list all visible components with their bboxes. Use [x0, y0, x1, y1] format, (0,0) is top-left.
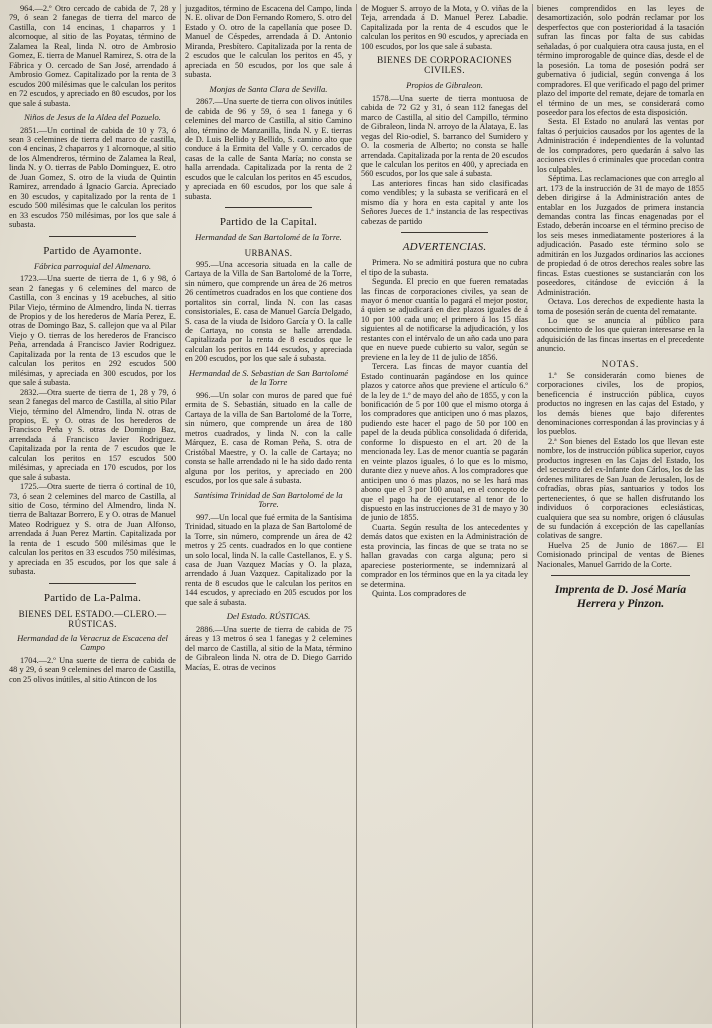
entry-2832: 2832.—Otra suerte de tierra de 1, 28 y 79, ó sean 2 fanegas del marco de Castilla, al sitio Pilar Viejo, término del Almendro, linda N. otras de propios, E. y O. otras de los herederos de Francisco Peña y S. otras de Domingo Baz, arrendada á Francisco Javier Rodriguez. Capitalizada por la renta de 7 escudos que le calculan los peritos en 157 escudos 500 milésimas, y apreciada en 170 escudos, por los que sale á subasta. — [9, 387, 176, 482]
divider — [49, 236, 136, 237]
public-announcement: Lo que se anuncia al público para conocimiento de los que quieran interesarse en la adquisición de las fincas insertas en el precedente anuncio. — [537, 315, 704, 354]
entry-1704: 1704.—2.º Una suerte de tierra de cabida de 48 y 29, ó sean 9 celemines del marco de Castilla, con 25 olivos inútiles, al sitio Atincon de los — [9, 655, 176, 684]
advertencia-segunda: Segunda. El precio en que fueren rematadas las fincas de corporaciones civiles, ya sean de mayor ó menor cuantía lo pagará el mejor postor, á quien se adjudicará en diez plazos iguales de á 10 por 100 cada uno; el primero á los 15 días siguientes al de notificarse la adjudicación, y los restantes con el intérvalo de un año cada uno para que en nueve puede cubierto su valor, según se previene en la ley de 11 de julio de 1856. — [361, 277, 528, 362]
column-3 — [356, 4, 532, 1028]
printer-imprint: Imprenta de D. José María Herrera y Pinzon. — [554, 582, 687, 611]
nota-1: 1.ª Se considerarán como bienes de corporaciones civiles, los de propios, beneficencia é instrucción pública, cuyos productos no ingresen en las cajas del Estado, y los demás bienes que bajo diferentes denominaciones correspondan á las provincias y á los pueblos. — [537, 370, 704, 437]
entry-997: 997.—Un local que fué ermita de la Santísima Trinidad, situado en la plaza de San Bartolomé de la Torre, sin número, comprende un área de 42 metros y 25 cents. cuadrados en lo que contiene un solo local, linda N. la calle Castellanos, E. y S. casa de Juan Vazquez Macías y O. la plaza, arrendado á Juan Vazquez. Capitalizado por la renta de 8 escudos que le calculan los peritos en 144 escudos, y apreciado en 205 escudos por los que sale á subasta. — [185, 512, 352, 607]
nota-2: 2.ª Son bienes del Estado los que llevan este nombre, los de instrucción pública superior, cuyos productos ingresen en las Cajas del Estado, los del secuestro del ex-Infante don Cárlos, los de las órdenes militares de San Juan de Jerusalen, los de cofradías, obras pías, santuarios y todos los pertenecientes, ó que se hallen disfrutando los individuos ó corporaciones eclesiásticas, cualquiera que sea su nombre, origen ó cláusulas de su fundación á excepción de las capellanías colativas de sangre. — [537, 436, 704, 541]
advertencia-tercera: Tercera. Las fincas de mayor cuantía del Estado continuarán pagándose en los quince plazos y catorce años que previene el artículo 6.º de la ley de 1.º de mayo del año de 1855, y con la bonificación de 5 por 100 que el mismo otorga á los compradores que anticipen uno ó mas plazos, pudiendo este hacer el pago de 50 por 100 en papel de la deuda pública consolidada ó diferida, conforme lo dispuesto en el art. 20 de la mencionada ley. Las de menor cuantía se pagarán en veinte plazos iguales, ó lo que es lo mismo, durante diez y nueve años. A los compradores que anticipen uno ó mas plazos, no se les hará mas abono que el 3 por 100 anual, en el concepto de que el pago ha de ejecutarse al tenor de lo dispuesto en las instrucciones de 31 de mayo y 30 de junio de 1855. — [361, 362, 528, 523]
heading-santisima-trinidad: Santísima Trinidad de San Bartolomé de la Torre. — [194, 489, 343, 510]
advertencia-septima: Séptima. Las reclamaciones que con arreglo al art. 173 de la instrucción de 31 de mayo de 1855 deben dirigirse á la Administración antes de entablar en los Juzgados de primera instancia demandas contra las fincas enagenadas por el Estado, deberán incoarse en el término preciso de los seis meses inmediatamente posteriores á la adjudicación. Pasado este término solo se admitirán en los Juzgados ordinarios las acciones de propiedad ó de otros derechos reales sobre las fincas. Estas cuestiones se sustanciarán con los poseedores, citándose de evicción á la Administración. — [537, 174, 704, 297]
entry-1723: 1723.—Una suerte de tierra de 1, 6 y 98, ó sean 2 fanegas y 6 celemines del marco de Castilla, con 3 encinas y 19 acebuches, al sitio Pilar Viejo, término de Almendro, linda N. tierras de Propios y de los herederos de María Perez, E. otras de Domingo Baz, S. callejon que va al Pilar Viejo y O. tierras de los herederos de Francisco Peña, arrendada á Francisco Javier Rodriguez. Capitalizada por la renta de 13 escudos que le calculan los peritos en 292 escudos 500 milésimas, y apreciada en 300 escudos, por los que sale á subasta. — [9, 274, 176, 388]
columns — [5, 4, 708, 1028]
divider — [225, 207, 312, 208]
divider — [401, 232, 488, 233]
advertencia-sesta: Sesta. El Estado no anulará las ventas por faltas ó perjuicios causados por los agentes de la Administración é independientes de la voluntad de los compradores, pero quedarán á salvo las acciones civiles ó criminales que procedan contra los culpables. — [537, 117, 704, 174]
entry-2886-continued: de Moguer S. arroyo de la Mota, y O. viñas de la Teja, arrendada á D. Manuel Perez Labadie. Capitalizada por la renta de 4 escudos que le calculan los peritos en 90 escudos, y apreciada en 100 escudos, por los que sale á subasta. — [361, 4, 528, 51]
advertencia-primera: Primera. No se admitirá postura que no cubra el tipo de la subasta. — [361, 258, 528, 277]
advertencia-quinta: Quinta. Los compradores de — [372, 589, 467, 599]
divider — [551, 575, 690, 576]
advertencia-quinta-continued: bienes comprendidos en las leyes de desamortización, solo podrán reclamar por los desperfectos que con posterioridad á la tasación sufran las fincas por falta de sus cabidas señaladas, ó por cualquiera otra causa justa, en el término improrogable de quince días, desde el de la posesión. La toma de posesión podrá ser gubernativa ó judicial, según convenga á los compradores. El que verificado el pago del primer plazo del importe del remate, dejare de tomarla en el término de un mes, se considerará como poseedor para los efectos de esta disposición. — [537, 4, 704, 117]
entry-996: 996.—Un solar con muros de pared que fué ermita de S. Sebastián, situado en la calle de Cartaya de la villa de San Bartolomé de la Torre, sin número, que comprende un área de 180 metros cuadrados, y linda N. con la calle Márquez, E. casa de Roman Peña, S. otra de Cristóbal Maestre, y O. la calle de Cartaya; no consta se halle arrendado ni le ha sido dado renta alguna por los peritos, y apreciado en 200 escudos, por los que sale á subasta. — [185, 390, 352, 486]
entry-2867: 2867.—Una suerte de tierra con olivos inútiles de cabida de 96 y 59, ó sea 1 fanega y 6 celemines del marco de Castilla, al sitio Camino alto, término de Manzanilla, linda N. y E. tierras de D. Luis Bellido y Bellido, S. camino alto que conduce á la Ermita del Valle y O. cercados de casas de la calle de Santa María; no consta se halla arrendada. Capitalizada por la renta de 2 escudos que le calculan los peritos en 45 escudos, y apreciada en 60 escudos, por los que sale á subasta. — [185, 97, 352, 201]
entry-2886: 2886.—Una suerte de tierra de cabida de 75 áreas y 13 metros ó sea 1 fanegas y 2 celemines del marco de Castilla, al sitio de la Mata, término de Gibraleon linda N. otra de D. Diego Garrido Macías, E. otras de vecinos — [185, 624, 352, 672]
heading-hermandad-san-sebastian: Hermandad de S. Sebastian de San Bartolomé de la Torre — [188, 367, 349, 388]
heading-advertencias: ADVERTENCIAS. — [402, 241, 487, 254]
heading-hermandad-veracruz: Hermandad de la Veracruz de Escacena del Campo — [17, 632, 168, 653]
heading-del-estado-rusticas: Del Estado. RÚSTICAS. — [226, 611, 311, 622]
heading-hermandad-san-bartolome: Hermandad de San Bartolomé de la Torre. — [195, 232, 342, 243]
subheading-corporaciones-civiles: BIENES DE CORPORACIONES CIVILES. — [376, 56, 513, 77]
subheading-urbanas: URBANAS. — [244, 247, 293, 258]
divider — [49, 583, 136, 584]
column-4 — [532, 4, 708, 1028]
column-1 — [5, 4, 180, 1028]
advertencia-octava: Octava. Los derechos de expediente hasta la toma de posesión serán de cuenta del rematante. — [537, 297, 704, 316]
column-2 — [180, 4, 356, 1028]
entry-1704-continued: juzgaditos, término de Escacena del Campo, linda N. E. olivar de Don Fernando Romero, S. otro del Estado y O. otro de la capellanía que posee D. Manuel de Céspedes, arrendada á D. Antonio Miranda, Presbítero. Capitalizada por la renta de 2 escudos que le calculan los peritos en 45, y apreciada en 50 escudos, por los que sale á subasta. — [185, 4, 352, 80]
entry-1725: 1725.—Otra suerte de tierra ó cortinal de 10, 73, ó sean 2 celemines del marco de Castilla, al sitio de Coso, término del Almendro, linda N. tierra de Baltazar Borrero, E y O. otras de Manuel Mateo Rodriguez y S. otra de Juan Alfonso, arrendada á Juan Perez Martin. Capitalizada por la renta de 1 escudo 500 milésimas que le calculan los peritos en 33 escudos 750 milésimas, y apreciada en 35 escudos, por los que sale á subasta. — [9, 482, 176, 577]
entry-964: 964.—2.º Otro cercado de cabida de 7, 28 y 79, ó sean 2 fanegas de tierra del marco de Castilla, con 14 encinas, 1 chaparros y 1 alcornoque, al sitio de las Poyatas, término de Zalamea la Real, linda N. otro de Ambrosio Gomez, E. tierra de Manuel Ramirez, S. otra de la Fábrica y O. cercado de San José, arrendado á Ambrosio Gomez. Capitalizado por la renta de 3 escudos 200 milésimas que le calculan los peritos en 72 escudos, y apreciado en 80 escudos, por los que sale á subasta. — [9, 4, 176, 108]
signature-line: Huelva 25 de Junio de 1867.— El Comisionado principal de ventas de Bienes Nacionales, Manuel Garrido de la Corte. — [537, 540, 704, 569]
auction-note: Las anteriores fincas han sido clasificadas como vendibles; y la subasta se verificará en el mismo día y hora en esta capital y ante los Señores Jueces de 1.ª instancia de las respectivas cabezas de partido — [361, 178, 528, 226]
entry-995: 995.—Una accesoria situada en la calle de Cartaya de la Villa de San Bartolomé de la Torre, sin número, que comprende un área de 26 metros 26 centímetros cuadrados en los que contiene dos portalitos sin corral, linda N. con las casas consistoriales, E. casa de Manuel García Delgado, S. casa de la viuda de Isidoro García y O. la calle de Cartaya, no consta se halle arrendada. Capitalizada por la renta de 8 escudos que le calculan los peritos en 144 escudos, y apreciada en 200 escudos, por los que sale á subasta. — [185, 259, 352, 364]
advertencia-cuarta: Cuarta. Según resulta de los antecedentes y demás datos que existen en la Administración de esta provincia, las fincas de que se trata no se hallan gravadas con carga alguna; pero si apareciese posteriormente, se indemnizará al comprador en los términos que en la ya citada ley se determina. — [361, 522, 528, 589]
heading-ninos-de-jesus: Niños de Jesus de la Aldea del Pozuelo. — [24, 111, 161, 122]
entry-1578: 1578.—Una suerte de tierra montuosa de cabida de 72 G2 y 31, ó sean 112 fanegas del marco de Castilla, al sitio del Campillo, término de Gibraleon, linda N. arroyo de la Alataya, E. las vegas del Rio-odiel, S. barranco del Sumidero y O. la cosmeria de Alberto; no consta se halle arrendada. Capitalizada por la renta de 20 escudos que le calculan los peritos en 400, y apreciada en 560 escudos, por los que sale á subasta. — [361, 93, 528, 179]
heading-notas: NOTAS. — [601, 358, 640, 369]
subheading-bienes-del-estado: BIENES DEL ESTADO.—CLERO.— RÚSTICAS. — [18, 608, 167, 629]
section-partido-la-palma: Partido de La-Palma. — [43, 591, 142, 604]
entry-2851: 2851.—Un cortinal de cabida de 10 y 73, ó sean 3 celemines de tierra del marco de castilla, con 4 encinas, 2 chaparros y 1 alcornoque, al sitio de los Almendreros, término de Zalamea la Real, linda N. y O. tierras de Pablo Dominguez, E. otro de Juan Gomez, S. otro de la viuda de Quintin Ramirez, arrendado á Ignacio Garcia. Apreciado en 30 escudos, y capitalizado por la renta de 1 escudo 500 milésimas que le calculan los peritos en 33 escudos 750 milésimas, por los que sale á subasta. — [9, 125, 176, 230]
heading-propios-gibraleon: Propios de Gibraleon. — [406, 80, 483, 91]
heading-fabrica-parroquial: Fábrica parroquial del Almenaro. — [33, 260, 152, 271]
section-partido-ayamonte: Partido de Ayamonte. — [43, 244, 142, 257]
heading-monjas-santa-clara: Monjas de Santa Clara de Sevilla. — [209, 83, 328, 94]
section-partido-capital: Partido de la Capital. — [219, 216, 318, 229]
